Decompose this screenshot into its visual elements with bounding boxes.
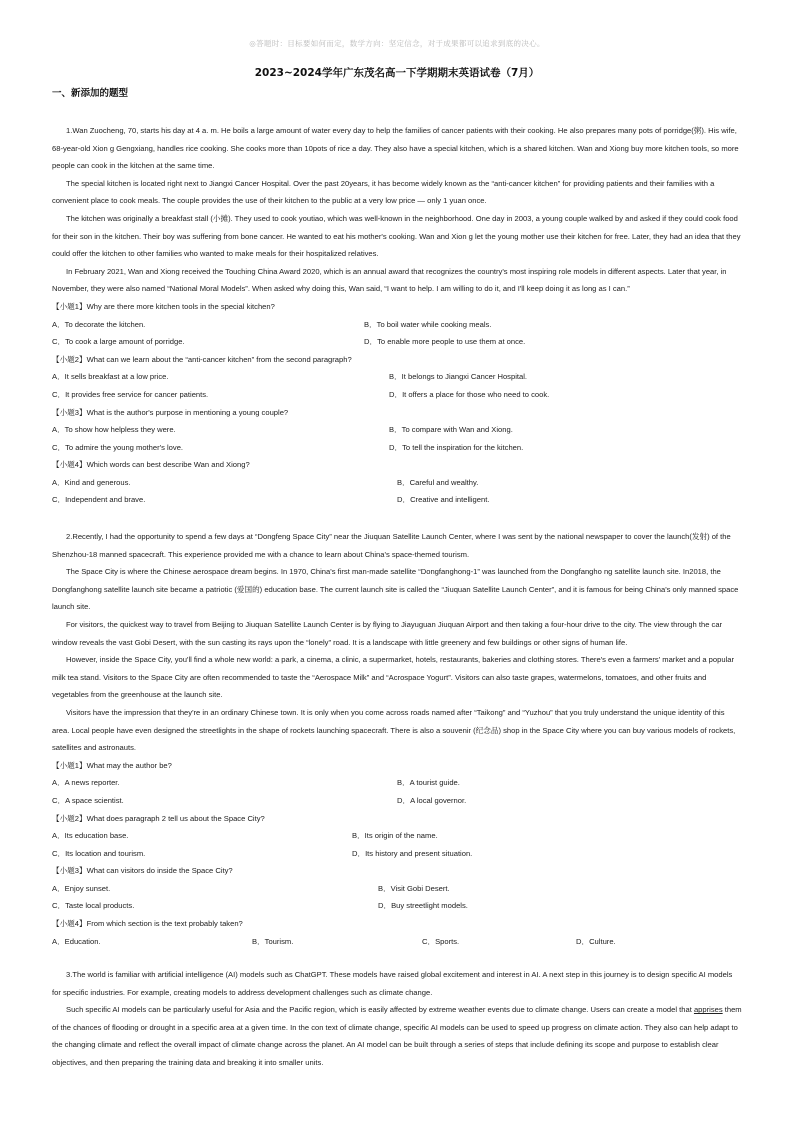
option[interactable]: C．To cook a large amount of porridge. (52, 337, 185, 347)
options-row (52, 333, 742, 351)
option[interactable]: B．Tourism. (252, 936, 294, 946)
paragraph: 1.Wan Zuocheng, 70, starts his day at 4 a. m. He boils a large amount of water every day to help the families of cancer patients with their cooking. He also prepares many pots of porridge(粥). His wife, 68-year-old Xion g Gengxiang, handles rice cooking. She cooks more than 10pots of rice a day. They also have a special kitchen, which is a shared kitchen. Wan and Xiong buy more kitchen tools, so more people can cook in the kitchen at the same time. (52, 126, 739, 171)
option[interactable]: C．Independent and brave. (52, 495, 146, 505)
option[interactable]: A．A news reporter. (52, 778, 120, 788)
option[interactable]: B．To compare with Wan and Xiong. (389, 425, 513, 435)
paragraph: 2.Recently, I had the opportunity to spend a few days at “Dongfeng Space City” near the Jiuquan Satellite Launch Center, where I was sent by the national newspaper to cover the launch(发射) of the Shenzhou-18 manned spacecraft. This experience provided me with a chance to learn about China's space-themed tourism. (52, 532, 731, 559)
question-stem: 【小题3】What is the author's purpose in mentioning a young couple? (52, 407, 289, 417)
option[interactable]: B．Visit Gobi Desert. (378, 883, 450, 893)
option[interactable]: B．Its origin of the name. (352, 831, 438, 841)
paragraph: However, inside the Space City, you'll find a whole new world: a park, a cinema, a clinic, a supermarket, hotels, restaurants, bakeries and clothing stores. There's even a farmers' market and a popular milk tea stand. Visitors to the Space City are often recommended to taste the “Aerospace Milk” and “Acrospace Yogurt”. Visitors can also taste grapes, watermelons, tomatoes, and other fruits and vegetables from the greenhouse at the launch site. (52, 655, 735, 700)
paragraph: The kitchen was originally a breakfast stall (小摊). They used to cook youtiao, which was well-known in the neighborhood. One day in 2003, a young couple walked by and asked if they could cook food for their son in the kitchen. Their boy was suffering from bone cancer. He wanted to eat his mother's cooking. Wan and Xion g let the young mother use their kitchen for free. Later, they had an idea that they could offer the kitchen to other families who wanted to make meals for their hospitalized relatives. (52, 213, 741, 259)
option[interactable]: C．A space scientist. (52, 795, 124, 805)
option[interactable]: C．Its location and tourism. (52, 848, 146, 858)
option[interactable]: D．Culture. (576, 936, 616, 946)
option[interactable]: A．Kind and generous. (52, 477, 131, 487)
option[interactable]: D．Creative and intelligent. (397, 495, 490, 505)
paragraph: 3.The world is familiar with artificial intelligence (AI) models such as ChatGPT. These models have raised global excitement and interest in AI. A next step in this journey is to design specific AI models for specific industries. For example, creating models to address development challenges such as climate change. (52, 970, 733, 997)
options-row (52, 897, 742, 915)
page-title: 2023~2024学年广东茂名高一下学期期末英语试卷（7月） (254, 67, 540, 79)
options-row (52, 933, 742, 951)
option[interactable]: D．It offers a place for those who need to cook. (389, 389, 550, 399)
section-heading: 一、新添加的题型 (52, 88, 129, 99)
passage-2 (52, 528, 742, 950)
option[interactable]: A．To decorate the kitchen. (52, 319, 146, 329)
options-row (52, 792, 742, 810)
passage-3 (52, 966, 742, 1072)
options-row (52, 386, 742, 404)
options-row (52, 439, 742, 457)
question-stem: 【小题3】What can visitors do inside the Space City? (52, 866, 233, 876)
options-row (52, 421, 742, 439)
options-row (52, 880, 742, 898)
question-stem: 【小题1】Why are there more kitchen tools in the special kitchen? (52, 301, 275, 311)
options-row (52, 491, 742, 509)
question-stem: 【小题1】What may the author be? (52, 760, 172, 770)
option[interactable]: D．Buy streetlight models. (378, 901, 468, 911)
passage-1 (52, 122, 742, 509)
paragraph-text: Such specific AI models can be particularly useful for Asia and the Pacific region, which is easily affected by extreme weather events due to climate change. Users can create a model that (66, 1005, 694, 1015)
option[interactable]: C．To admire the young mother's love. (52, 442, 184, 452)
option[interactable]: B．It belongs to Jiangxi Cancer Hospital. (389, 372, 528, 382)
underlined-word: apprises (693, 1005, 723, 1015)
options-row (52, 845, 742, 863)
option[interactable]: C．Sports. (422, 936, 460, 946)
question-stem: 【小题4】From which section is the text probably taken? (52, 919, 243, 929)
options-row (52, 827, 742, 845)
question-stem: 【小题4】Which words can best describe Wan and Xiong? (52, 460, 250, 470)
paragraph: For visitors, the quickest way to travel from Beijing to Jiuquan Satellite Launch Center is by flying to Jiayuguan Jiuquan Airport and then taking a four-hour drive to the city. The view through the car window reveals the vast Gobi Desert, with the sun casting its rays upon the “lonely” road. It is a landscape with little greenery and few buildings or other signs of human life. (52, 619, 723, 647)
option[interactable]: D．To tell the inspiration for the kitchen. (389, 442, 524, 452)
option[interactable]: C．It provides free service for cancer patients. (52, 389, 209, 399)
paragraph: Visitors have the impression that they're in an ordinary Chinese town. It is only when you come across roads named after “Taikong” and “Yuzhou” that you truly understand the unique identity of this area. Local people have even designed the streetlights in the shape of rockets launching spacecraft. There is also a souvenir (纪念品) shop in the Space City where you can buy various models of rockets, satellites and astronauts. (52, 707, 736, 753)
paragraph: The special kitchen is located right next to Jiangxi Cancer Hospital. Over the past 20years, it has become widely known as the “anti-cancer kitchen” for providing patients and their families with a convenient place to cook meals. The couple provides the use of their kitchen to the public at a very low price — only 1 yuan once. (52, 178, 715, 206)
option[interactable]: D．A local governor. (397, 795, 467, 805)
paragraph-text: them of the chances of flooding or drought in a specific area at a given time. In the con text of climate change, specific AI models can be used to speed up progress on climate action. They also can help adapt to the changing climate and reflect the overall impact of climate change across the planet. An AI model can be built through a series of steps that include defining its scope and purpose to establish clear objectives, and then preparing the training data and breaking it into smaller units. (52, 1005, 742, 1067)
option[interactable]: A．Education. (52, 936, 101, 946)
question-stem: 【小题2】What does paragraph 2 tell us about the Space City? (52, 813, 265, 823)
option[interactable]: A．It sells breakfast at a low price. (52, 372, 169, 382)
option[interactable]: D．To enable more people to use them at once. (364, 337, 526, 347)
paragraph: The Space City is where the Chinese aerospace dream begins. In 1970, China's first man-made satellite “Dongfanghong-1” was launched from the Dongfangho ng satellite launch site. In2018, the Dongfanghong satellite launch site became a patriotic (爱国的) education base. The current launch site is called the “Jiuquan Satellite Launch Center”, and it is famous for being China's only manned space launch site. (52, 567, 739, 612)
header-watermark: ◎答题时：目标要如何而定，数学方向：坚定信念，对于成果都可以追求到底的决心。 (249, 39, 545, 48)
options-row (52, 368, 742, 386)
option[interactable]: B．Careful and wealthy. (397, 477, 479, 487)
option[interactable]: A．To show how helpless they were. (52, 425, 176, 435)
option[interactable]: B．To boil water while cooking meals. (364, 319, 492, 329)
paragraph: In February 2021, Wan and Xiong received the Touching China Award 2020, which is an annual award that recognizes the country's most inspiring role models in different aspects. Later that year, in November, they were also named “National Moral Models”. When asked why doing this, Wan said, “I want to help. I am willing to do it, and I'll keep doing it as long as I can.” (52, 266, 727, 294)
options-row (52, 474, 742, 492)
option[interactable]: D．Its history and present situation. (352, 848, 473, 858)
paragraph (52, 1001, 742, 1071)
option[interactable]: A．Its education base. (52, 831, 129, 841)
options-row (52, 774, 742, 792)
options-row (52, 316, 742, 334)
question-stem: 【小题2】What can we learn about the “anti-cancer kitchen” from the second paragraph? (52, 354, 352, 364)
option[interactable]: B．A tourist guide. (397, 778, 460, 788)
option[interactable]: A．Enjoy sunset. (52, 883, 111, 893)
option[interactable]: C．Taste local products. (52, 901, 135, 911)
